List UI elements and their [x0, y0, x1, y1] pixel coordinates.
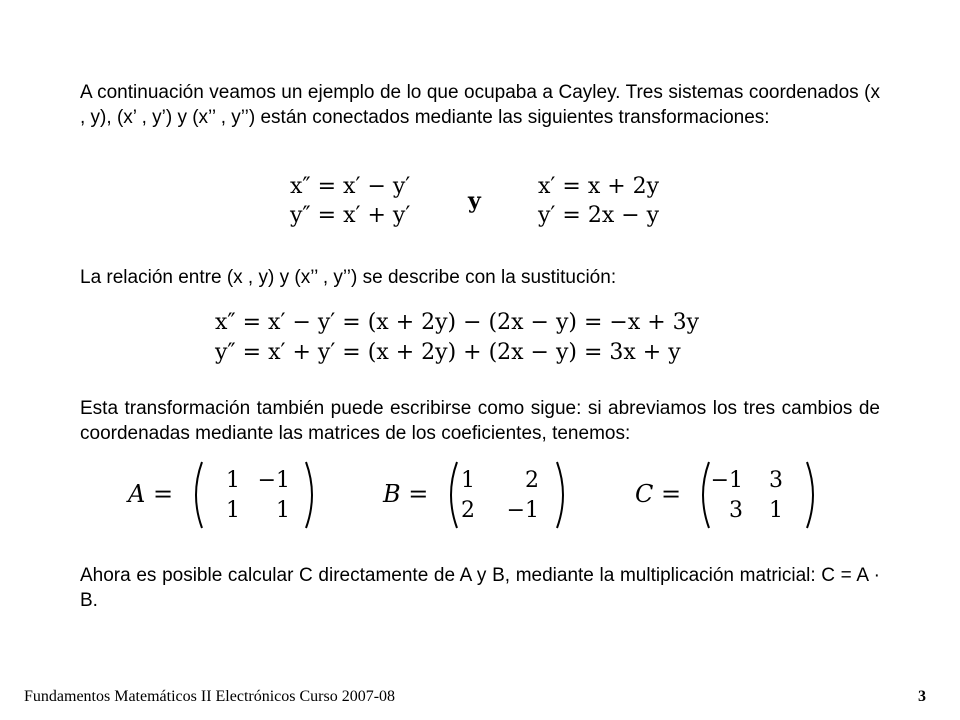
matrix-a-cell: 1 — [226, 498, 240, 523]
equation-yp: y′ = 2x − y — [538, 203, 660, 228]
matrix-b-cell: 2 — [525, 468, 539, 493]
matrix-c-cell: 3 — [729, 498, 743, 523]
paragraph-relation: La relación entre (x , y) y (x’’ , y’’) se describe con la sustitución: — [80, 267, 617, 288]
matrix-c — [635, 460, 835, 530]
conjunction-y: y — [468, 188, 481, 214]
page-number: 3 — [918, 688, 926, 705]
matrix-a-cell: 1 — [276, 498, 290, 523]
footer-course-title: Fundamentos Matemáticos II Electrónicos Curso 2007-08 — [24, 688, 396, 705]
paragraph-conclusion: Ahora es posible calcular C directamente de A y B, mediante la multiplicación matricial: C = A · B. — [80, 565, 880, 611]
right-paren-icon — [304, 460, 320, 530]
matrix-c-label: C = — [635, 480, 682, 508]
paragraph-intro: A continuación veamos un ejemplo de lo que ocupaba a Cayley. Tres sistemas coordenados (x , y), (x’ , y’) y (x’’ , y’’) están conectados mediante las siguientes transformaciones: — [80, 82, 880, 128]
equation-ypp: y″ = x′ + y′ — [290, 203, 411, 228]
matrix-a-cell: 1 — [226, 468, 240, 493]
matrix-b-cell: 1 — [461, 468, 475, 493]
paragraph-matrices: Esta transformación también puede escribirse como sigue: si abreviamos los tres cambios de coordenadas mediante las matrices de los coeficientes, tenemos: — [80, 398, 880, 444]
matrix-a-label: A = — [128, 480, 174, 508]
matrix-c-cell: −1 — [710, 468, 743, 493]
right-paren-icon — [805, 460, 821, 530]
matrix-b-label: B = — [383, 480, 429, 508]
substitution-line-1: x″ = x′ − y′ = (x + 2y) − (2x − y) = −x + 3y — [215, 310, 700, 335]
matrix-b — [383, 460, 583, 530]
matrix-a — [128, 460, 328, 530]
matrix-a-cell: −1 — [257, 468, 290, 493]
matrix-c-cell: 1 — [769, 498, 783, 523]
matrix-b-cell: 2 — [461, 498, 475, 523]
right-paren-icon — [555, 460, 571, 530]
substitution-line-2: y″ = x′ + y′ = (x + 2y) + (2x − y) = 3x + y — [215, 340, 681, 365]
equation-xpp: x″ = x′ − y′ — [290, 174, 411, 199]
matrix-b-cell: −1 — [506, 498, 539, 523]
matrix-c-cell: 3 — [769, 468, 783, 493]
equation-xp: x′ = x + 2y — [538, 174, 660, 199]
